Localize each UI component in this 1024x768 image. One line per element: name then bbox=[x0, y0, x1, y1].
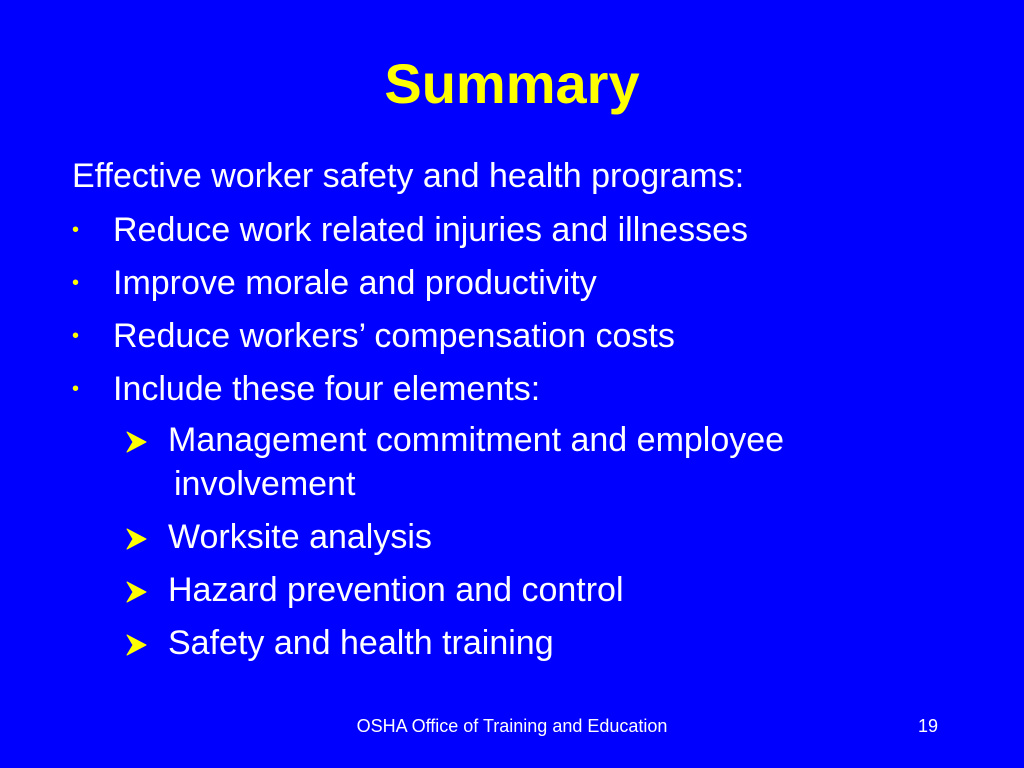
bullet-text: Reduce workers’ compensation costs bbox=[113, 317, 675, 355]
intro-text: Effective worker safety and health programs: bbox=[72, 157, 745, 195]
bullet-dot-icon: • bbox=[72, 378, 80, 400]
arrowhead-icon bbox=[125, 581, 147, 603]
bullet-text: Include these four elements: bbox=[113, 370, 541, 408]
element-item bbox=[125, 568, 928, 612]
element-text-line2: involvement bbox=[174, 465, 356, 503]
arrowhead-icon bbox=[125, 431, 147, 453]
bullet-dot-icon: • bbox=[72, 272, 80, 294]
element-text: Safety and health training bbox=[168, 624, 554, 662]
element-item bbox=[125, 418, 928, 506]
arrowhead-icon bbox=[125, 528, 147, 550]
element-item bbox=[125, 515, 928, 559]
slide-title: Summary bbox=[384, 52, 640, 115]
bullet-dot-icon: • bbox=[72, 219, 80, 241]
arrowhead-icon bbox=[125, 634, 147, 656]
element-text-line1: Management commitment and employee bbox=[168, 421, 785, 459]
bullet-text: Reduce work related injuries and illnesses bbox=[113, 211, 748, 249]
element-text: Hazard prevention and control bbox=[168, 571, 624, 609]
element-item bbox=[125, 621, 928, 665]
element-text bbox=[168, 418, 928, 506]
footer-text: OSHA Office of Training and Education bbox=[356, 716, 668, 736]
elements-list bbox=[125, 418, 928, 674]
element-text: Worksite analysis bbox=[168, 518, 432, 556]
page-number: 19 bbox=[917, 716, 938, 736]
bullet-dot-icon: • bbox=[72, 325, 80, 347]
bullet-text: Improve morale and productivity bbox=[113, 264, 597, 302]
